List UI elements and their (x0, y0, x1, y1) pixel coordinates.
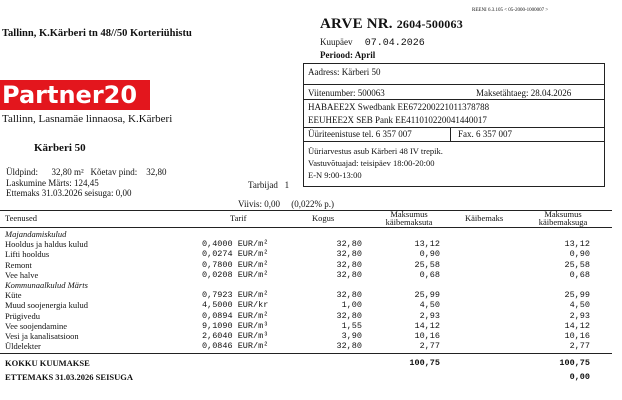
service-name: Prügivedu (5, 310, 40, 321)
service-amount: 0,68 (419, 269, 440, 280)
invoice-date-label: Kuupäev (320, 37, 353, 47)
prepay-row (0, 372, 622, 382)
service-name: Muud soojenergia kulud (5, 300, 88, 311)
service-quantity: 32,80 (336, 341, 362, 352)
reference-number: Viitenumber: 500063 (308, 88, 385, 98)
prepay-amount: 0,00 (569, 372, 590, 382)
address-field: Aadress: Kärberi 50 (308, 67, 381, 77)
service-quantity: 1,55 (341, 320, 362, 331)
company-address: Tallinn, Lasnamäe linnaosa, K.Kärberi (2, 113, 173, 125)
total-row (0, 358, 622, 368)
service-total: 0,68 (569, 269, 590, 280)
table-row (0, 331, 622, 341)
invoice-period-row (320, 50, 375, 60)
service-quantity: 3,90 (341, 331, 362, 341)
service-amount: 14,12 (414, 320, 440, 331)
service-amount: 10,16 (414, 331, 440, 341)
penalty-info: Viivis: 0,00 (0,022% p.) (238, 199, 334, 209)
service-amount: 4,50 (419, 300, 440, 311)
total-amount: 100,75 (409, 358, 440, 368)
section-title (0, 280, 622, 290)
service-tariff: 0,0846 EUR/m² (202, 341, 269, 352)
service-amount: 0,90 (419, 249, 440, 260)
partner-logo (0, 80, 150, 110)
section-title-text: Majandamiskulud (5, 229, 67, 239)
service-tariff: 2,6040 EUR/m³ (202, 331, 269, 341)
logo-subtext (133, 98, 150, 110)
office-location: Üüriarvestus asub Kärberi 48 IV trepik. (308, 146, 443, 156)
service-total: 0,90 (569, 249, 590, 260)
table-row (0, 341, 622, 351)
table-row (0, 311, 622, 321)
table-row (0, 321, 622, 331)
service-tariff: 0,0208 EUR/m² (202, 269, 269, 280)
service-fax: Fax. 6 357 007 (458, 129, 512, 139)
office-hours-2: E-N 9:00-13:00 (308, 170, 362, 180)
service-tariff: 0,4000 EUR/m² (202, 239, 269, 250)
service-quantity: 32,80 (336, 259, 362, 270)
area-info: Üldpind: 32,80 m² Kõetav pind: 32,80 (6, 167, 167, 177)
prepay-info: Ettemaks 31.03.2026 seisuga: 0,00 (6, 188, 132, 198)
logo-text: Partner20 (2, 81, 138, 109)
office-hours-1: Vastuvõtuajad: teisipäev 18:00-20:00 (308, 158, 435, 168)
service-name: Remont (5, 259, 32, 270)
service-total: 25,99 (564, 290, 590, 301)
payment-info-box (303, 63, 605, 187)
col-header-qty: Kogus (312, 213, 335, 223)
service-quantity: 32,80 (336, 269, 362, 280)
table-row (0, 260, 622, 270)
service-tariff: 0,0894 EUR/m² (202, 310, 269, 321)
col-header-total: Maksumus käibemaksuga (538, 209, 588, 227)
service-name: Küte (5, 290, 22, 301)
section-title-text: Kommunaalkulud Märts (5, 280, 88, 290)
col-header-tariff: Tarif (230, 213, 247, 223)
section-title (0, 229, 622, 239)
service-total: 4,50 (569, 300, 590, 311)
service-amount: 13,12 (414, 239, 440, 250)
invoice-date: 07.04.2026 (364, 38, 425, 49)
service-quantity: 32,80 (336, 310, 362, 321)
building-title: Tallinn, K.Kärberi tn 48//50 Korteriühistu (2, 28, 192, 39)
service-name: Lifti hooldus (5, 249, 50, 260)
service-tariff: 9,1090 EUR/m³ (202, 320, 269, 331)
service-total: 25,58 (564, 259, 590, 270)
service-total: 2,77 (569, 341, 590, 352)
table-row (0, 239, 622, 249)
bank-account-seb: EEUHEE2X SEB Pank EE411010220041440017 (308, 115, 487, 125)
invoice-title-label: ARVE NR. (320, 16, 393, 32)
service-name: Üldelekter (5, 341, 41, 352)
service-amount: 2,93 (419, 310, 440, 321)
due-date: Maksetähtaeg: 28.04.2026 (476, 88, 572, 98)
service-amount: 2,77 (419, 341, 440, 352)
invoice-title (320, 16, 463, 33)
service-tariff: 0,0274 EUR/m² (202, 249, 269, 260)
service-tariff: 0,7800 EUR/m² (202, 259, 269, 270)
total-with-vat: 100,75 (559, 358, 590, 368)
col-header-amount: Maksumus käibemaksuta (385, 209, 433, 227)
table-row (0, 270, 622, 280)
service-quantity: 1,00 (341, 300, 362, 311)
service-name: Vesi ja kanalisatsioon (5, 331, 79, 341)
service-phone: Üüriteenistuse tel. 6 357 007 (308, 129, 412, 139)
service-quantity: 32,80 (336, 239, 362, 250)
bank-account-swedbank: HABAEE2X Swedbank EE672200221011378788 (308, 102, 490, 112)
total-label: KOKKU KUUMAKSE (5, 358, 90, 368)
col-header-service: Teenused (5, 213, 37, 223)
table-row (0, 290, 622, 300)
service-quantity: 32,80 (336, 249, 362, 260)
service-tariff: 0,7923 EUR/m² (202, 290, 269, 301)
service-amount: 25,58 (414, 259, 440, 270)
service-name: Vee soojendamine (5, 320, 68, 331)
service-name: Hooldus ja haldus kulud (5, 239, 88, 250)
period-value: April (354, 50, 376, 60)
prepay-label: ETTEMAKS 31.03.2026 SEISUGA (5, 372, 133, 382)
service-quantity: 32,80 (336, 290, 362, 301)
service-tariff: 4,5000 EUR/kr (202, 300, 269, 311)
service-total: 10,16 (564, 331, 590, 341)
service-total: 2,93 (569, 310, 590, 321)
reference-code: REENI 6.3.105 < 05-2000-1000007 > (472, 8, 549, 13)
apartment-stats (6, 167, 166, 199)
table-row (0, 300, 622, 310)
service-total: 14,12 (564, 320, 590, 331)
service-total: 13,12 (564, 239, 590, 250)
apartment-name: Kärberi 50 (34, 142, 86, 154)
consumers-count: Tarbijad 1 (248, 180, 290, 190)
invoice-date-row (320, 37, 425, 49)
service-name: Vee halve (5, 269, 39, 280)
period-label: Periood: (320, 50, 353, 60)
col-header-vat: Käibemaks (465, 213, 504, 223)
table-row (0, 249, 622, 259)
invoice-number: 2604-500063 (396, 17, 463, 31)
debt-info: Laskumine Märts: 124,45 (6, 177, 99, 188)
service-amount: 25,99 (414, 290, 440, 301)
